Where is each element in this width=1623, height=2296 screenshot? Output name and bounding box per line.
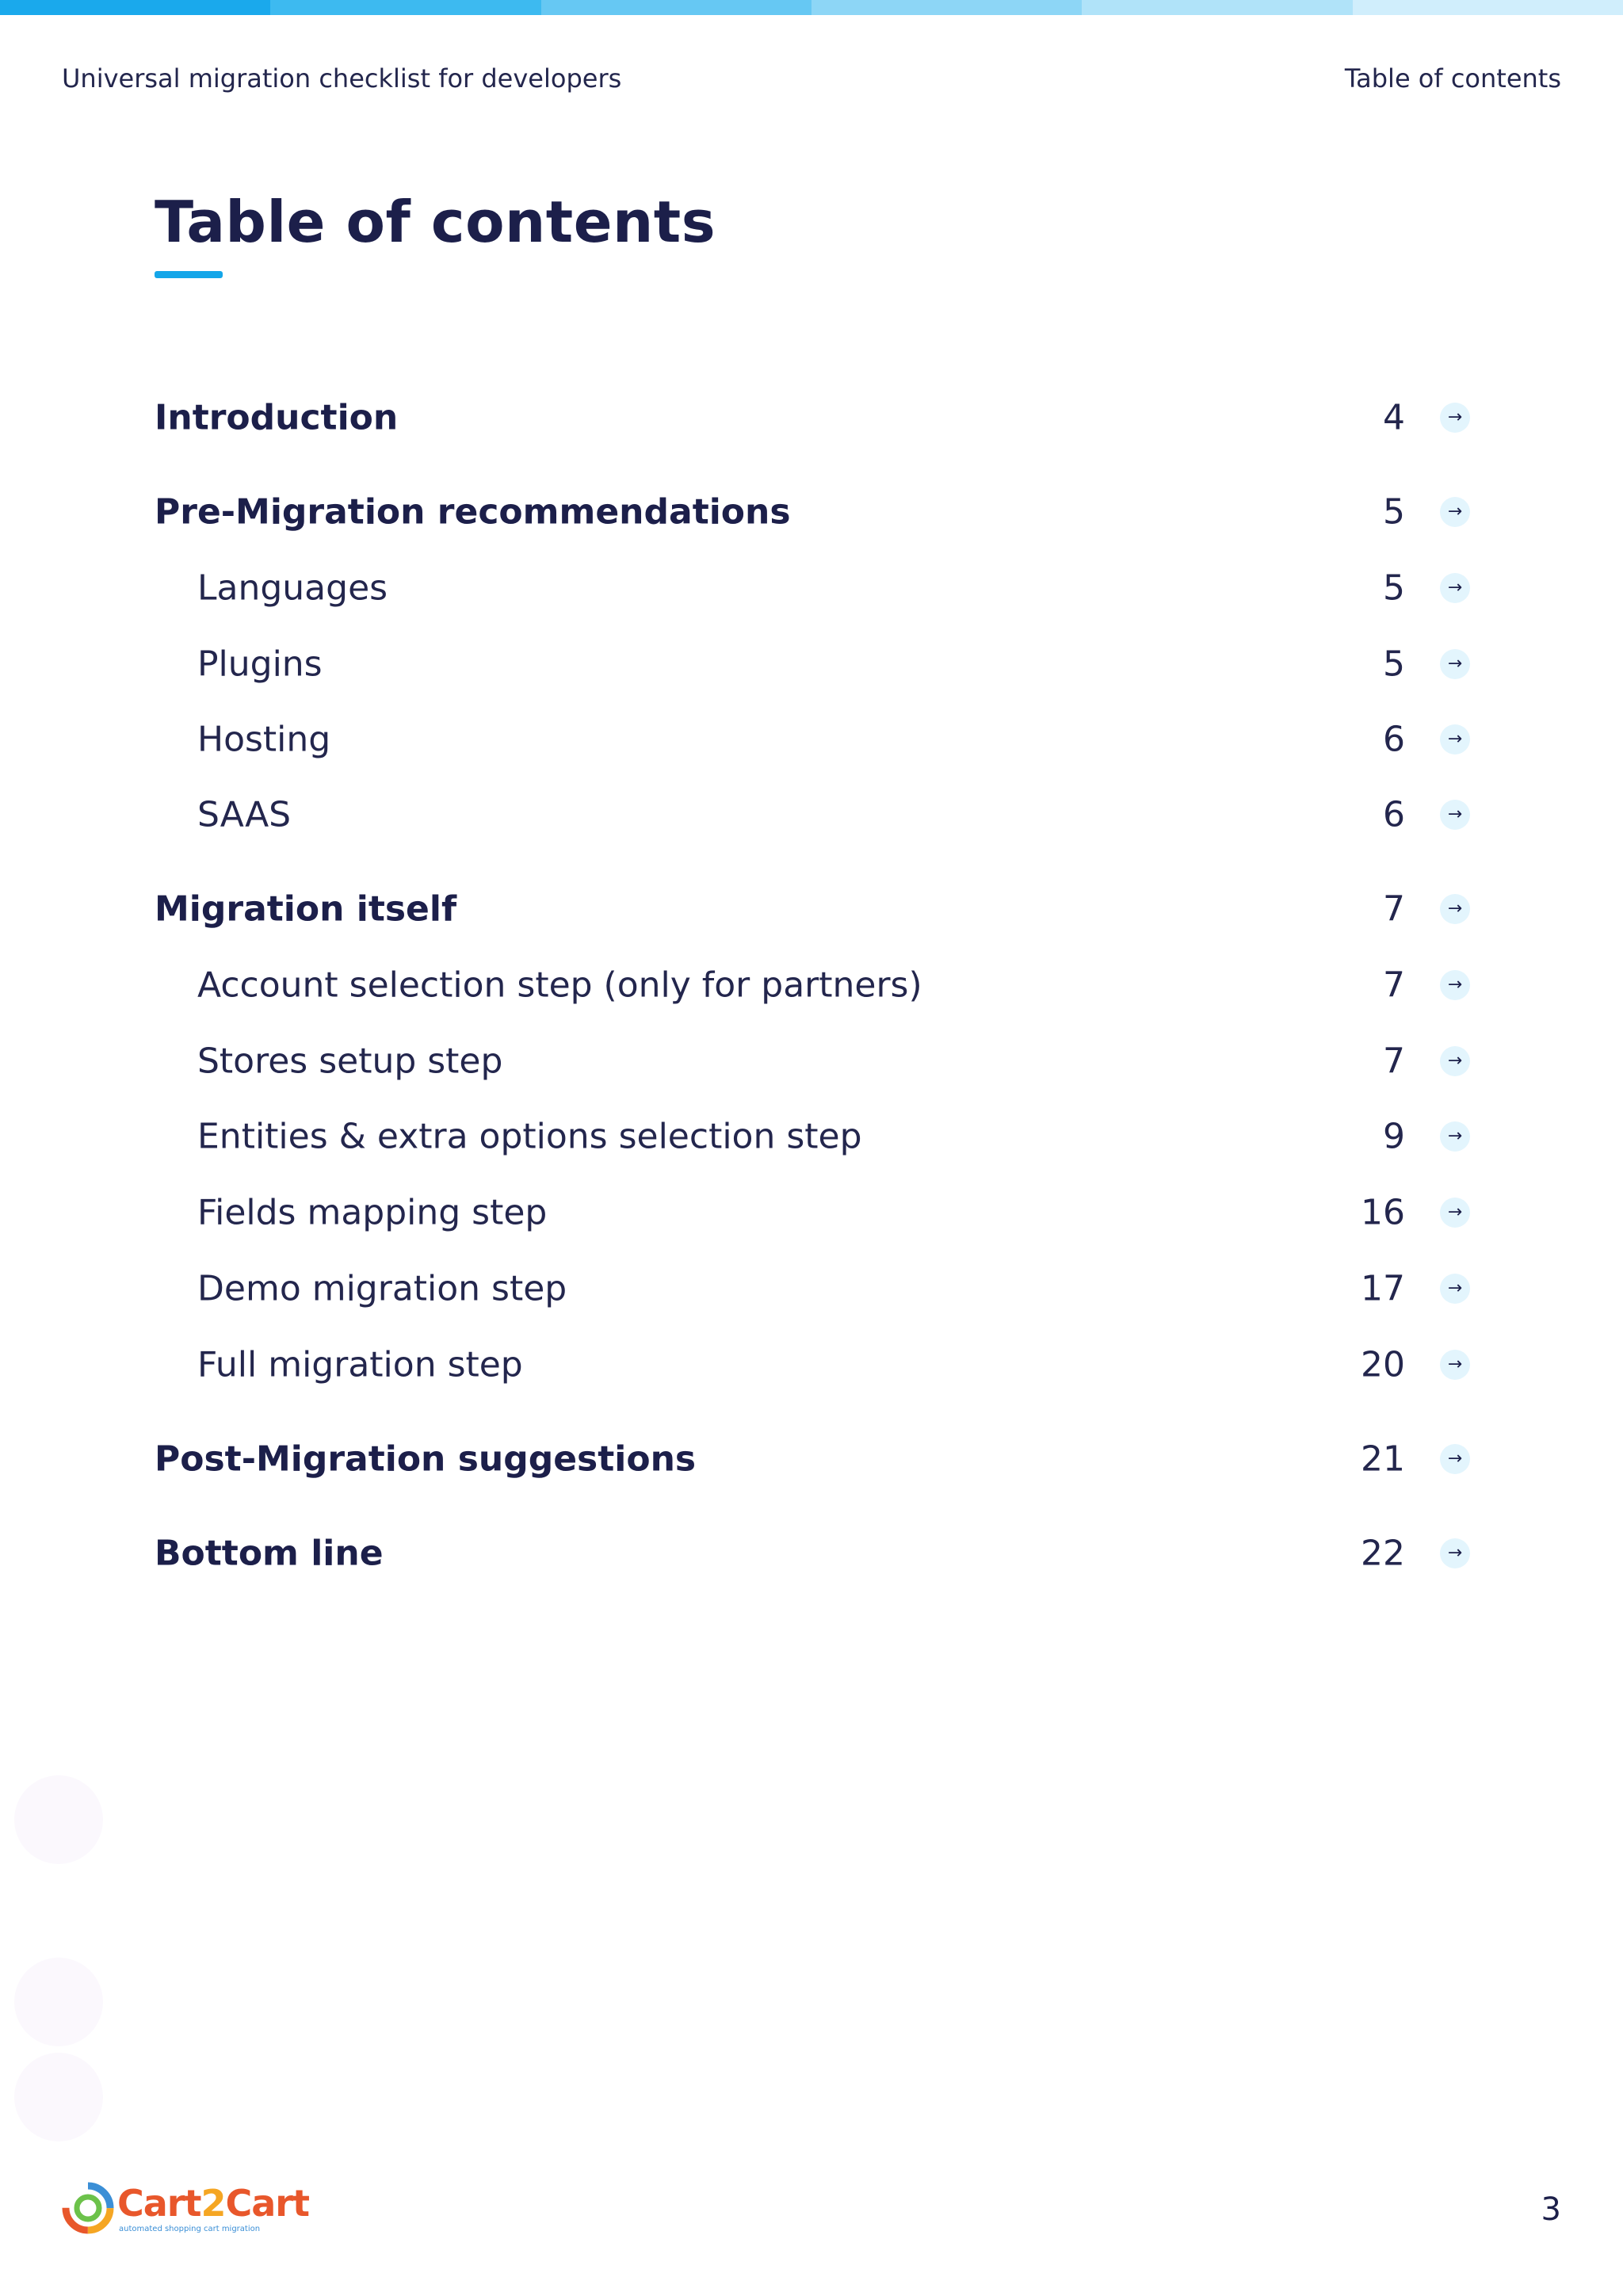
- toc-entry-page-number: 7: [1383, 888, 1405, 930]
- arrow-right-icon[interactable]: →: [1440, 1198, 1470, 1228]
- toc-entry[interactable]: [155, 1261, 1470, 1316]
- decorative-circle: [14, 2053, 103, 2141]
- arrow-right-icon[interactable]: →: [1440, 497, 1470, 527]
- toc-entry-page-number: 4: [1383, 397, 1405, 438]
- toc-entry[interactable]: [155, 881, 1470, 937]
- toc-entry-label: Stores setup step: [197, 1041, 503, 1082]
- running-header-doc-title: Universal migration checklist for developers: [62, 63, 622, 94]
- toc-entry-label: Plugins: [197, 644, 323, 685]
- arrow-right-icon[interactable]: →: [1440, 970, 1470, 1000]
- page-number: 3: [1541, 2191, 1561, 2228]
- toc-entry-label: Entities & extra options selection step: [197, 1116, 862, 1157]
- toc-entry[interactable]: [155, 1109, 1470, 1164]
- page-title: Table of contents: [155, 189, 716, 255]
- logo-tagline: automated shopping cart migration: [119, 2225, 261, 2233]
- toc-entry[interactable]: [155, 560, 1470, 616]
- toc-entry-label: Introduction: [155, 397, 399, 438]
- logo-word-part: 2: [200, 2182, 226, 2225]
- toc-entry-page-number: 5: [1383, 644, 1405, 685]
- toc-entry-page-number: 6: [1383, 794, 1405, 835]
- arrow-right-icon[interactable]: →: [1440, 724, 1470, 755]
- toc-entry-label: Pre-Migration recommendations: [155, 491, 791, 533]
- toc-entry-label: Migration itself: [155, 888, 457, 930]
- toc-entry-label: Hosting: [197, 719, 331, 760]
- toc-entry[interactable]: [155, 712, 1470, 767]
- toc-entry-page-number: 7: [1383, 1041, 1405, 1082]
- arrow-right-icon[interactable]: →: [1440, 403, 1470, 433]
- decorative-circle: [14, 1775, 103, 1864]
- toc-entry-page-number: 20: [1361, 1344, 1405, 1385]
- toc-entry[interactable]: [155, 1337, 1470, 1392]
- arrow-right-icon[interactable]: →: [1440, 1046, 1470, 1076]
- toc-entry[interactable]: [155, 787, 1470, 842]
- toc-entry-page-number: 7: [1383, 965, 1405, 1006]
- toc-entry-label: SAAS: [197, 794, 292, 835]
- toc-entry[interactable]: [155, 1431, 1470, 1487]
- arrow-right-icon[interactable]: →: [1440, 1538, 1470, 1568]
- toc-entry-label: Bottom line: [155, 1533, 384, 1574]
- toc-entry-page-number: 17: [1361, 1268, 1405, 1309]
- arrow-right-icon[interactable]: →: [1440, 1121, 1470, 1152]
- toc-entry[interactable]: [155, 636, 1470, 692]
- toc-entry-label: Account selection step (only for partners): [197, 965, 922, 1006]
- arrow-right-icon[interactable]: →: [1440, 1274, 1470, 1304]
- cart2cart-logo-icon: [62, 2182, 114, 2234]
- toc-entry-page-number: 22: [1361, 1533, 1405, 1574]
- toc-entry[interactable]: [155, 390, 1470, 445]
- arrow-right-icon[interactable]: →: [1440, 1350, 1470, 1380]
- toc-entry-label: Fields mapping step: [197, 1192, 548, 1233]
- cart2cart-logo: [62, 2182, 309, 2236]
- toc-entry-page-number: 21: [1361, 1438, 1405, 1480]
- arrow-right-icon[interactable]: →: [1440, 894, 1470, 924]
- logo-wordmark: [117, 2182, 309, 2225]
- toc-entry[interactable]: [155, 957, 1470, 1013]
- toc-entry-label: Post-Migration suggestions: [155, 1438, 697, 1480]
- arrow-right-icon[interactable]: →: [1440, 1444, 1470, 1474]
- toc-entry-page-number: 9: [1383, 1116, 1405, 1157]
- toc-entry-page-number: 5: [1383, 491, 1405, 533]
- logo-word-part: Cart: [117, 2182, 201, 2225]
- arrow-right-icon[interactable]: →: [1440, 649, 1470, 679]
- toc-entry[interactable]: [155, 1185, 1470, 1240]
- toc-entry[interactable]: [155, 484, 1470, 540]
- toc-entry-page-number: 6: [1383, 719, 1405, 760]
- toc-entry-label: Full migration step: [197, 1344, 523, 1385]
- running-header-section: Table of contents: [1344, 63, 1561, 94]
- decorative-circle: [14, 1958, 103, 2046]
- arrow-right-icon[interactable]: →: [1440, 573, 1470, 603]
- toc-entry-page-number: 5: [1383, 567, 1405, 609]
- toc-entry-page-number: 16: [1361, 1192, 1405, 1233]
- toc-entry-label: Languages: [197, 567, 388, 609]
- toc-entry[interactable]: [155, 1033, 1470, 1089]
- arrow-right-icon[interactable]: →: [1440, 800, 1470, 830]
- toc-entry[interactable]: [155, 1526, 1470, 1581]
- toc-entry-label: Demo migration step: [197, 1268, 567, 1309]
- logo-word-part: Cart: [225, 2182, 309, 2225]
